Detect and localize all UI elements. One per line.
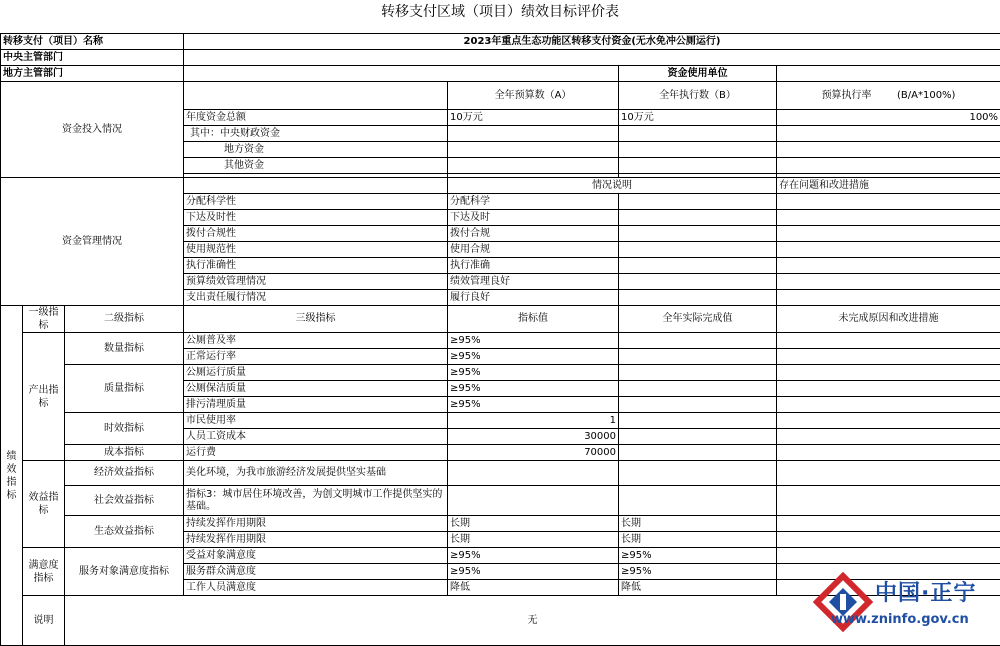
funding-header-blank (184, 82, 448, 110)
ecological-indicator-label: 生态效益指标 (65, 516, 184, 548)
management-header-issues: 存在问题和改进措施 (777, 178, 1000, 194)
management-desc[interactable]: 拨付合规 (448, 226, 619, 242)
quantity-indicator-label: 数量指标 (65, 333, 184, 365)
indicator-value[interactable]: ≥95% (448, 397, 619, 413)
indicator-actual[interactable] (619, 429, 777, 445)
management-blank[interactable] (619, 258, 777, 274)
funding-row-a[interactable] (448, 126, 619, 142)
benefit-indicator-label: 效益指标 (23, 461, 65, 548)
funding-row-rate[interactable] (777, 142, 1000, 158)
local-dept-value[interactable] (184, 66, 619, 82)
indicator-name: 正常运行率 (184, 349, 448, 365)
funding-row-rate[interactable] (777, 126, 1000, 142)
funding-row-label: 地方资金 (184, 142, 448, 158)
funding-header-rate-formula: (B/A*100%) (897, 89, 956, 101)
indicator-name: 人员工资成本 (184, 429, 448, 445)
indicator-actual[interactable] (619, 445, 777, 461)
perf-header-value: 指标值 (448, 306, 619, 333)
funding-row-label: 其中：中央财政资金 (184, 126, 448, 142)
performance-label: 绩效指标 (1, 306, 23, 646)
management-item: 使用规范性 (184, 242, 448, 258)
management-desc[interactable]: 履行良好 (448, 290, 619, 306)
perf-header-level2: 二级指标 (65, 306, 184, 333)
central-dept-value[interactable] (184, 50, 1000, 66)
funding-row-a[interactable] (448, 158, 619, 174)
indicator-value[interactable]: ≥95% (448, 333, 619, 349)
indicator-reason[interactable] (777, 486, 1000, 516)
indicator-name: 运行费 (184, 445, 448, 461)
management-issues[interactable] (777, 194, 1000, 210)
indicator-reason[interactable] (777, 381, 1000, 397)
indicator-name: 受益对象满意度 (184, 548, 448, 564)
indicator-actual[interactable] (619, 461, 777, 486)
indicator-name: 持续发挥作用期限 (184, 532, 448, 548)
management-label: 资金管理情况 (1, 178, 184, 306)
central-dept-label: 中央主管部门 (1, 50, 184, 66)
indicator-value[interactable] (448, 486, 619, 516)
management-desc[interactable]: 执行准确 (448, 258, 619, 274)
watermark-site: www.zninfo.gov.cn (831, 612, 969, 627)
funding-label: 资金投入情况 (1, 82, 184, 178)
note-label: 说明 (23, 596, 65, 646)
note-value[interactable]: 无 (65, 596, 1000, 646)
funding-row-a[interactable]: 10万元 (448, 110, 619, 126)
funding-row-b[interactable] (619, 126, 777, 142)
user-unit-label: 资金使用单位 (619, 66, 777, 82)
management-item: 下达及时性 (184, 210, 448, 226)
perf-header-level1: 一级指标 (23, 306, 65, 333)
indicator-reason[interactable] (777, 461, 1000, 486)
perf-header-reason: 未完成原因和改进措施 (777, 306, 1000, 333)
management-issues[interactable] (777, 226, 1000, 242)
funding-header-b: 全年执行数（B） (619, 82, 777, 110)
indicator-reason[interactable] (777, 548, 1000, 564)
management-item: 预算绩效管理情况 (184, 274, 448, 290)
management-issues[interactable] (777, 210, 1000, 226)
funding-header-rate (777, 82, 1000, 110)
indicator-value[interactable]: 长期 (448, 516, 619, 532)
management-blank[interactable] (619, 226, 777, 242)
indicator-value[interactable]: 1 (448, 413, 619, 429)
indicator-value[interactable]: 降低 (448, 580, 619, 596)
management-desc[interactable]: 使用合规 (448, 242, 619, 258)
indicator-value[interactable]: ≥95% (448, 564, 619, 580)
page-title: 转移支付区域（项目）绩效目标评价表 (381, 4, 619, 20)
quality-indicator-label: 质量指标 (65, 365, 184, 413)
management-issues[interactable] (777, 242, 1000, 258)
indicator-name: 公厕运行质量 (184, 365, 448, 381)
project-label: 转移支付（项目）名称 (1, 34, 184, 50)
watermark-logo (813, 568, 988, 638)
funding-row-label: 年度资金总额 (184, 110, 448, 126)
indicator-name: 排污清理质量 (184, 397, 448, 413)
indicator-value[interactable]: ≥95% (448, 365, 619, 381)
timeliness-indicator-label: 时效指标 (65, 413, 184, 445)
economic-indicator-label: 经济效益指标 (65, 461, 184, 486)
indicator-name: 公厕普及率 (184, 333, 448, 349)
indicator-actual[interactable] (619, 397, 777, 413)
indicator-name: 市民使用率 (184, 413, 448, 429)
management-issues[interactable] (777, 290, 1000, 306)
management-blank[interactable] (619, 210, 777, 226)
management-item: 分配科学性 (184, 194, 448, 210)
funding-row-label: 其他资金 (184, 158, 448, 174)
management-item: 支出责任履行情况 (184, 290, 448, 306)
indicator-value[interactable]: ≥95% (448, 349, 619, 365)
indicator-actual[interactable]: 长期 (619, 516, 777, 532)
management-desc[interactable]: 分配科学 (448, 194, 619, 210)
funding-row-a[interactable] (448, 142, 619, 158)
funding-row-rate[interactable] (777, 158, 1000, 174)
indicator-value[interactable]: ≥95% (448, 381, 619, 397)
management-desc[interactable]: 下达及时 (448, 210, 619, 226)
economic-indicator-text: 美化环境，为我市旅游经济发展提供坚实基础 (184, 461, 448, 486)
management-blank[interactable] (619, 242, 777, 258)
indicator-name: 工作人员满意度 (184, 580, 448, 596)
indicator-reason[interactable] (777, 429, 1000, 445)
indicator-reason[interactable] (777, 516, 1000, 532)
indicator-reason[interactable] (777, 365, 1000, 381)
funding-row-b[interactable] (619, 142, 777, 158)
social-indicator-label: 社会效益指标 (65, 486, 184, 516)
indicator-value[interactable] (448, 461, 619, 486)
cost-indicator-label: 成本指标 (65, 445, 184, 461)
management-header-desc: 情况说明 (448, 178, 777, 194)
management-desc[interactable]: 绩效管理良好 (448, 274, 619, 290)
funding-row-b[interactable] (619, 158, 777, 174)
funding-row-rate[interactable]: 100% (777, 110, 1000, 126)
management-item: 执行准确性 (184, 258, 448, 274)
indicator-value[interactable]: 70000 (448, 445, 619, 461)
indicator-actual[interactable]: 长期 (619, 532, 777, 548)
indicator-name: 服务群众满意度 (184, 564, 448, 580)
perf-header-level3: 三级指标 (184, 306, 448, 333)
indicator-actual[interactable]: ≥95% (619, 548, 777, 564)
project-name[interactable]: 2023年重点生态功能区转移支付资金(无水免冲公厕运行) (184, 34, 1000, 50)
indicator-reason[interactable] (777, 532, 1000, 548)
indicator-actual[interactable] (619, 486, 777, 516)
funding-row-b[interactable]: 10万元 (619, 110, 777, 126)
indicator-actual[interactable] (619, 381, 777, 397)
funding-header-a: 全年预算数（A） (448, 82, 619, 110)
management-item: 拨付合规性 (184, 226, 448, 242)
indicator-reason[interactable] (777, 397, 1000, 413)
indicator-actual[interactable] (619, 365, 777, 381)
indicator-actual[interactable]: ≥95% (619, 564, 777, 580)
perf-header-actual: 全年实际完成值 (619, 306, 777, 333)
indicator-actual[interactable] (619, 349, 777, 365)
social-indicator-text: 指标3：城市居住环境改善，为创文明城市工作提供坚实的基础。 (184, 486, 448, 516)
indicator-actual[interactable] (619, 413, 777, 429)
indicator-actual[interactable]: 降低 (619, 580, 777, 596)
indicator-actual[interactable] (619, 333, 777, 349)
indicator-reason[interactable] (777, 333, 1000, 349)
local-dept-label: 地方主管部门 (1, 66, 184, 82)
management-issues[interactable] (777, 274, 1000, 290)
management-blank[interactable] (619, 194, 777, 210)
indicator-value[interactable]: ≥95% (448, 548, 619, 564)
indicator-value[interactable]: 长期 (448, 532, 619, 548)
indicator-reason[interactable] (777, 445, 1000, 461)
funding-header-rate-label: 预算执行率 (821, 89, 872, 101)
satisfaction-indicator-label: 满意度指标 (23, 548, 65, 596)
indicator-reason[interactable] (777, 413, 1000, 429)
service-satisfaction-label: 服务对象满意度指标 (65, 548, 184, 596)
indicator-name: 持续发挥作用期限 (184, 516, 448, 532)
management-blank[interactable] (619, 274, 777, 290)
management-header-blank (184, 178, 448, 194)
management-issues[interactable] (777, 258, 1000, 274)
evaluation-table (0, 33, 1000, 646)
indicator-reason[interactable] (777, 349, 1000, 365)
management-blank[interactable] (619, 290, 777, 306)
output-indicator-label: 产出指标 (23, 333, 65, 461)
watermark-name: 中国·正宁 (875, 581, 977, 606)
indicator-name: 公厕保洁质量 (184, 381, 448, 397)
indicator-value[interactable]: 30000 (448, 429, 619, 445)
user-unit-value[interactable] (777, 66, 1000, 82)
